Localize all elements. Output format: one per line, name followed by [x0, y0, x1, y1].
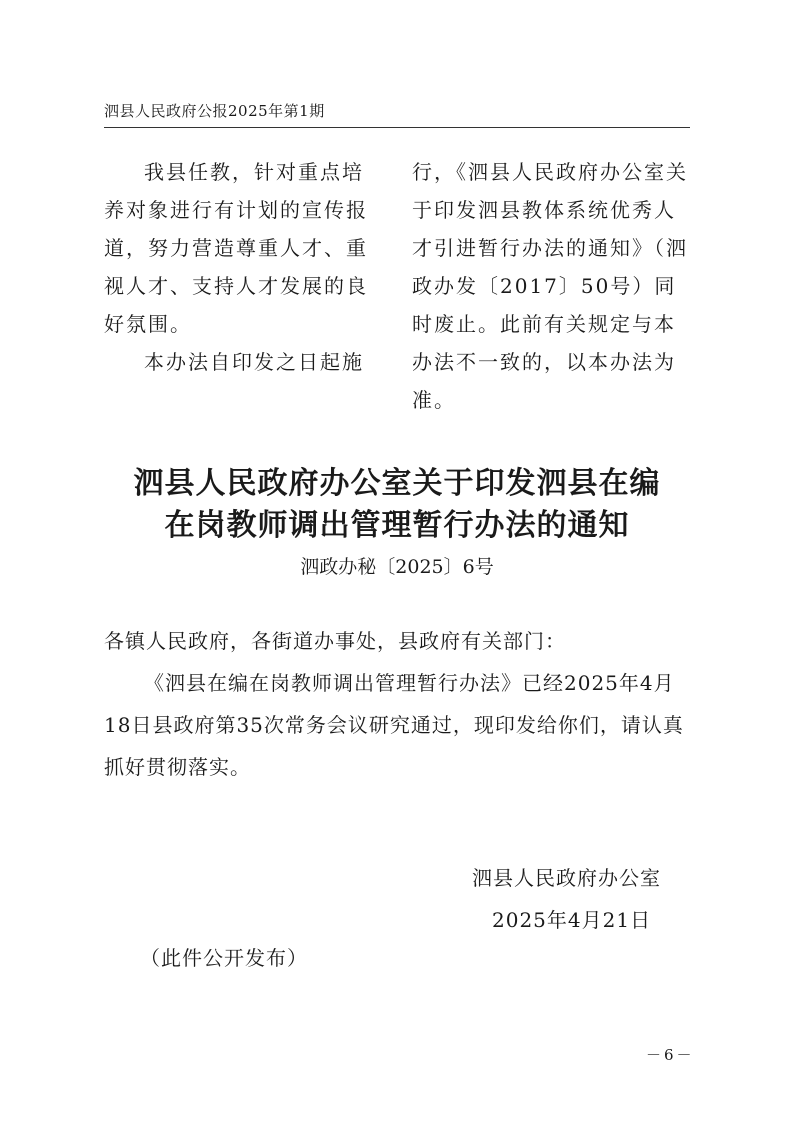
- body-paragraph: 《泗县在编在岗教师调出管理暂行办法》已经2025年4月18日县政府第35次常务会议研究通过，现印发给你们，请认真抓好贯彻落实。: [104, 671, 684, 779]
- right-column: [412, 153, 692, 419]
- salutation: 各镇人民政府，各街道办事处，县政府有关部门：: [104, 629, 566, 653]
- notice-body: [104, 620, 690, 788]
- notice-title-line-2: 在岗教师调出管理暂行办法的通知: [164, 508, 630, 543]
- signature-organization: 泗县人民政府办公室: [472, 866, 661, 890]
- left-paragraph-1: 我县任教，针对重点培养对象进行有计划的宣传报道，努力营造尊重人才、重视人才、支持人才发展的良好氛围。: [104, 160, 368, 336]
- left-column: [104, 153, 384, 381]
- left-paragraph-2: 本办法自印发之日起施: [144, 350, 364, 374]
- signature-date: 2025年4月21日: [492, 908, 652, 932]
- publish-note: （此件公开发布）: [140, 946, 308, 970]
- right-paragraph: 行，《泗县人民政府办公室关于印发泗县教体系统优秀人才引进暂行办法的通知》（泗政办发〔2017〕50号）同时废止。此前有关规定与本办法不一致的，以本办法为准。: [412, 160, 688, 412]
- header-rule: [104, 127, 690, 128]
- notice-title-line-1: 泗县人民政府办公室关于印发泗县在编: [133, 466, 661, 501]
- page-number: －6－: [646, 1046, 695, 1064]
- document-number: 泗政办秘〔2025〕6号: [300, 556, 494, 578]
- header-publication: 泗县人民政府公报2025年第1期: [104, 102, 325, 120]
